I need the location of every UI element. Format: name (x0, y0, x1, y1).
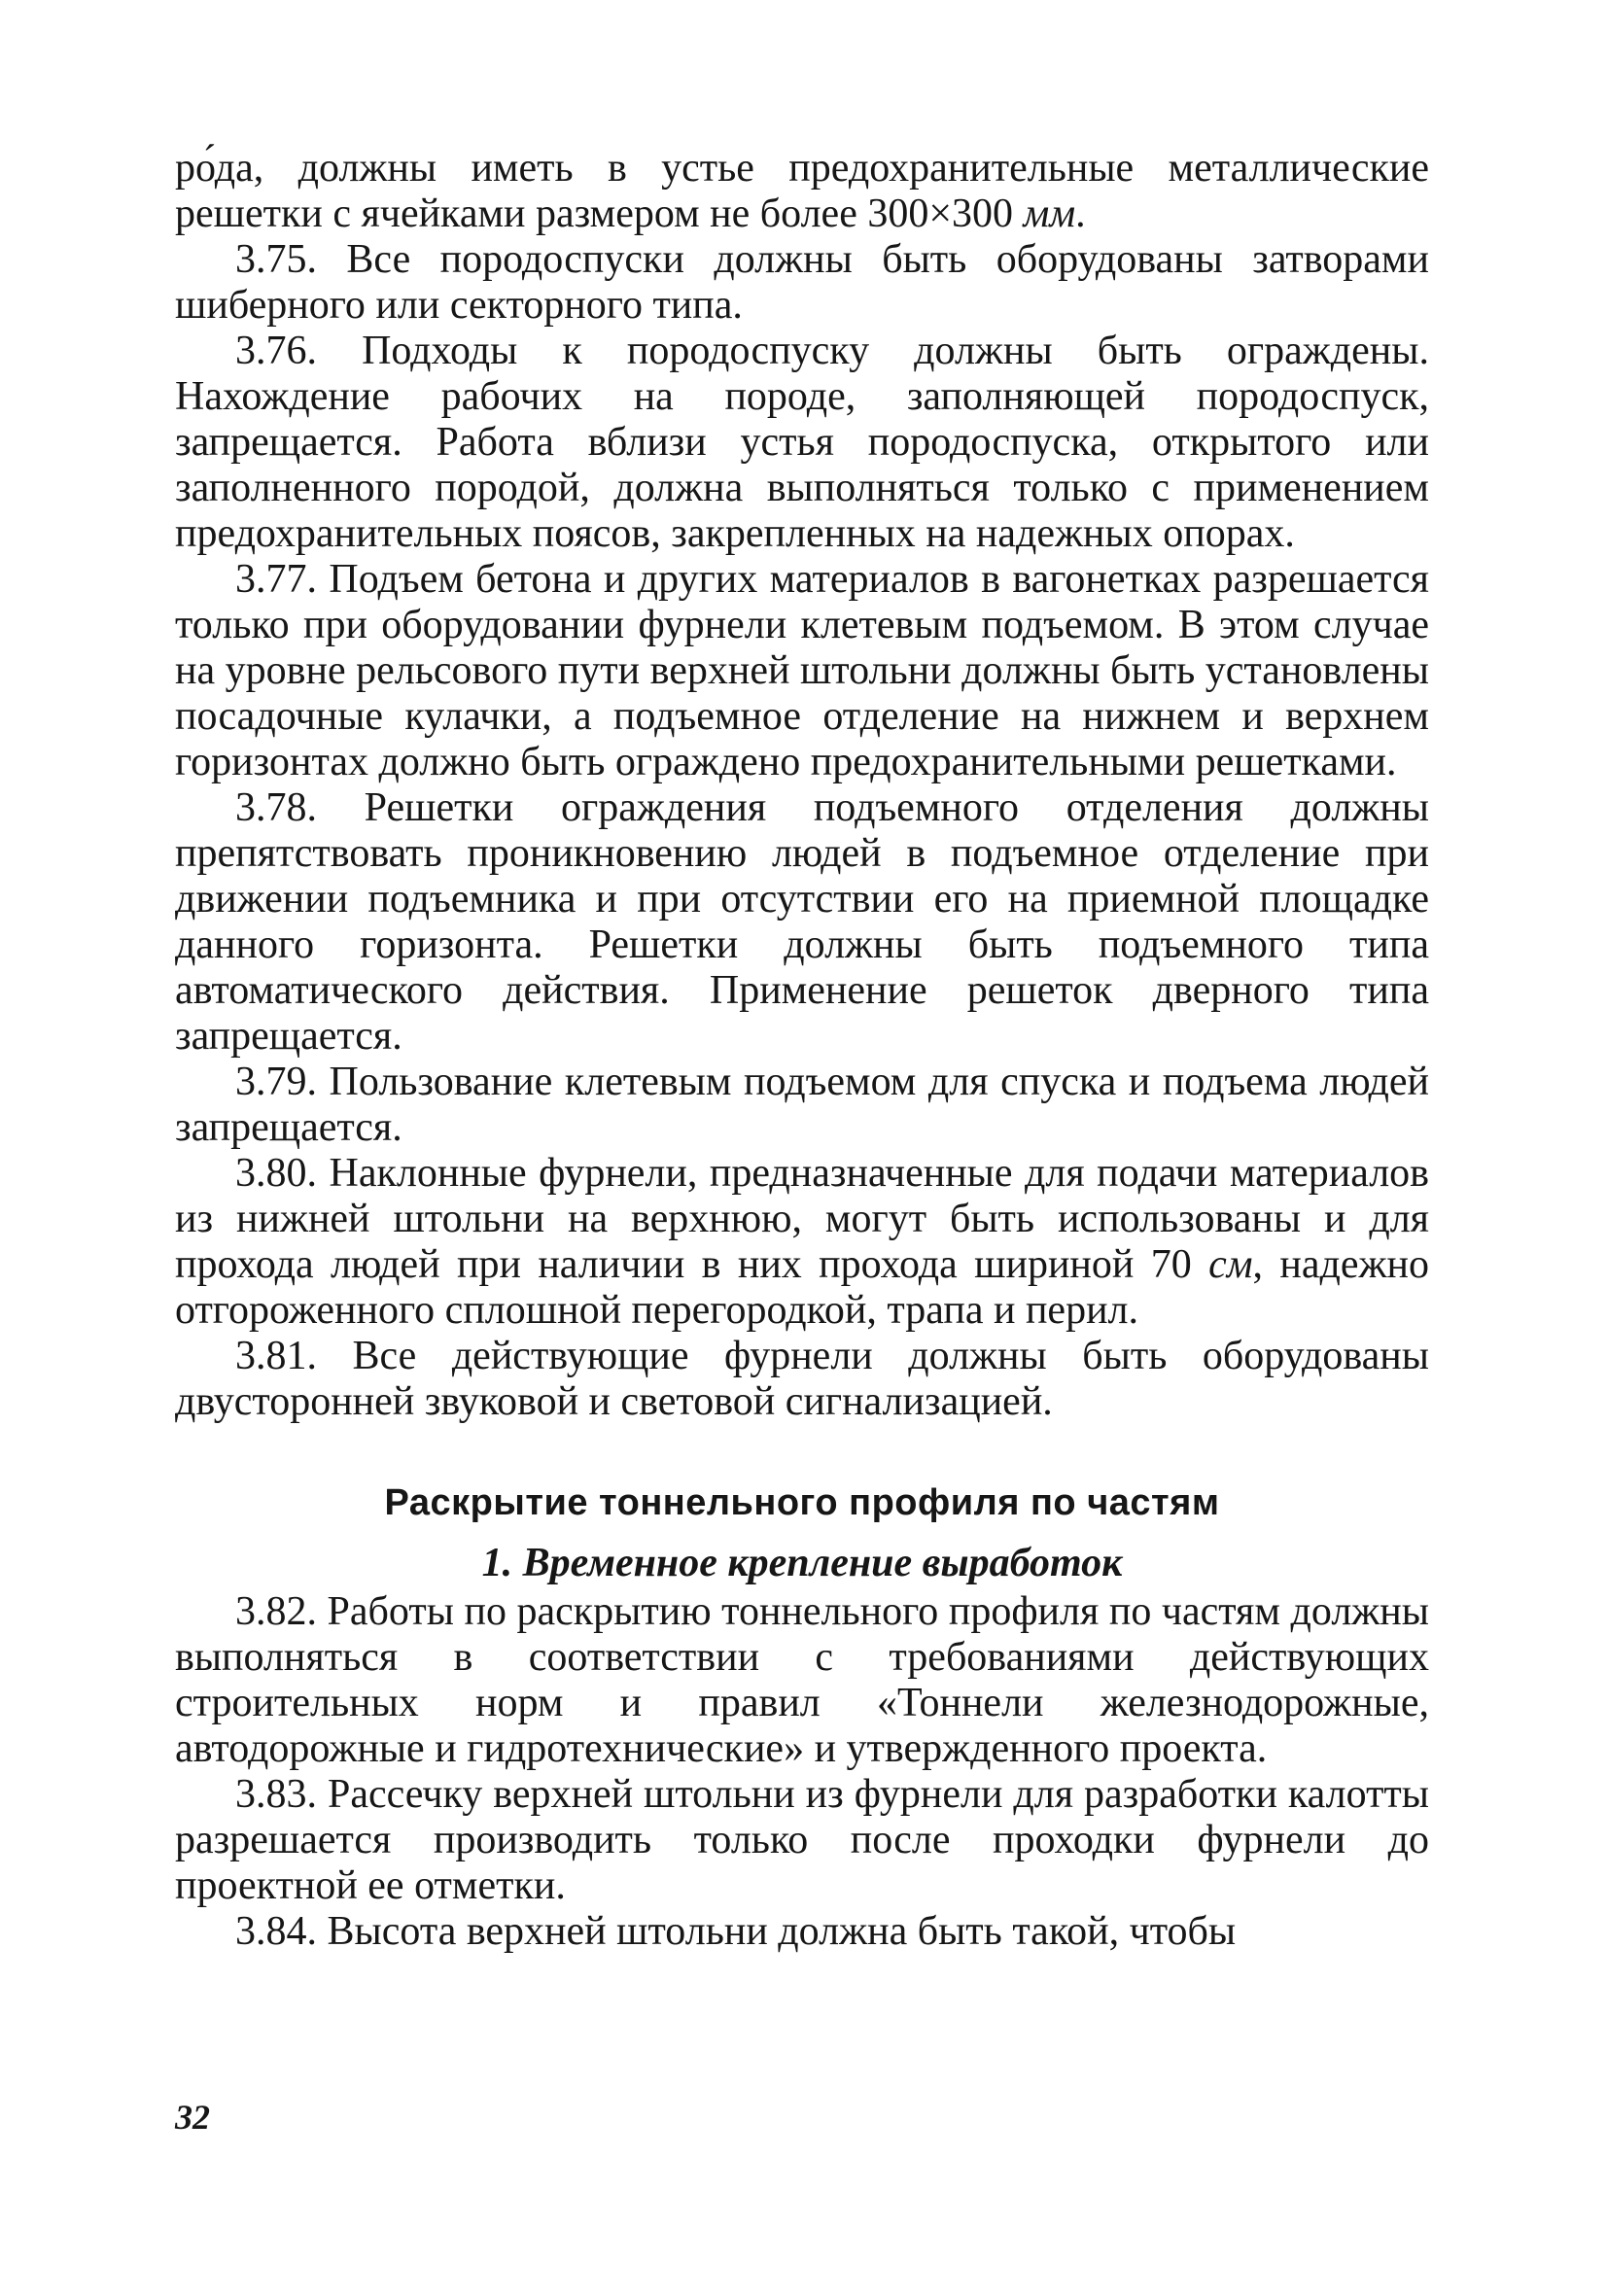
paragraph-3-80-end: , надежно отгороженного сплошной перегородкой, трапа и перил. (175, 1242, 1430, 1333)
paragraph-continuation-end: . (1075, 191, 1086, 236)
paragraph-3-78: 3.78. Решетки ограждения подъемного отделения должны препятствовать проникновению людей в подъемное отделение при движении подъемника и при отсутствии его на приемной площадке данного горизонта. Решетки должны быть подъемного типа автоматического действия. Применение решеток дверного типа запрещается. (175, 785, 1429, 1059)
document-page (175, 146, 1429, 1955)
paragraph-3-76: 3.76. Подходы к породоспуску должны быть ограждены. Нахождение рабочих на породе, заполняющей породоспуск, запрещается. Работа вблизи устья породоспуска, открытого или заполненного породой, должна выполняться только с применением предохранительных поясов, закрепленных на надежных опорах. (175, 329, 1429, 556)
subsection-heading: 1. Временное крепление выработок (481, 1541, 1123, 1585)
paragraph-3-79: 3.79. Пользование клетевым подъемом для спуска и подъема людей запрещается. (175, 1060, 1429, 1150)
unit-mm: мм (1023, 191, 1076, 236)
paragraph-3-83: 3.83. Рассечку верхней штольни из фурнели для разработки калотты разрешается производить только после проходки фурнели до проектной ее отметки. (175, 1772, 1429, 1908)
paragraph-3-84: 3.84. Высота верхней штольни должна быть такой, чтобы (235, 1909, 1237, 1954)
section-heading: Раскрытие тоннельного профиля по частям (384, 1482, 1220, 1523)
unit-cm: см (1208, 1242, 1253, 1287)
paragraph-3-75: 3.75. Все породоспуски должны быть оборудованы затворами шиберного или секторного типа. (175, 237, 1429, 328)
page-number: 32 (175, 2098, 210, 2137)
paragraph-continuation-text: ро́да, должны иметь в устье предохранительные металлические решетки с ячейками размером не более 300×300 (175, 146, 1429, 236)
section-spacer (175, 1425, 1429, 1478)
paragraph-continuation (175, 146, 1429, 237)
paragraph-3-80 (175, 1151, 1429, 1334)
paragraph-3-81: 3.81. Все действующие фурнели должны быть оборудованы двусторонней звуковой и световой сигнализацией. (175, 1334, 1429, 1424)
paragraph-3-77: 3.77. Подъем бетона и других материалов в вагонетках разрешается только при оборудовании фурнели клетевым подъемом. В этом случае на уровне рельсового пути верхней штольни должны быть установлены посадочные кулачки, а подъемное отделение на нижнем и верхнем горизонтах должно быть ограждено предохранительными решетками. (175, 557, 1429, 784)
paragraph-3-82: 3.82. Работы по раскрытию тоннельного профиля по частям должны выполняться в соответствии с требованиями действующих строительных норм и правил «Тоннели железнодорожные, автодорожные и гидротехнические» и утвержденного проекта. (175, 1589, 1429, 1771)
paragraph-3-80-text: 3.80. Наклонные фурнели, предназначенные для подачи материалов из нижней штольни на верхнюю, могут быть использованы и для прохода людей при наличии в них прохода шириной 70 (175, 1151, 1429, 1287)
